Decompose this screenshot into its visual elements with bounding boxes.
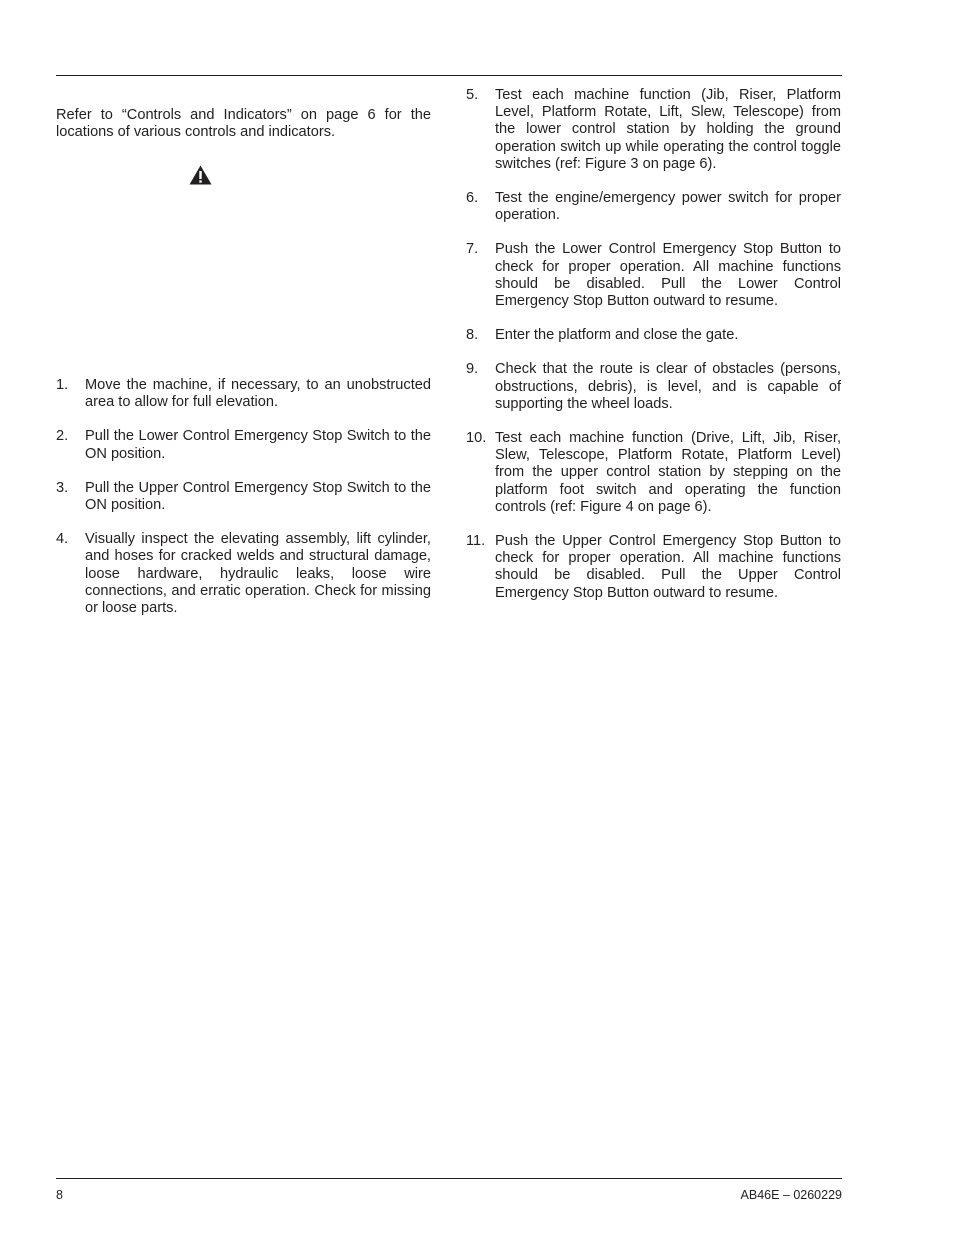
step-number: 3. (56, 479, 69, 496)
steps-list-left (56, 377, 431, 634)
step-text: Visually inspect the elevating assembly, lift cylinder, and hoses for cracked welds and structural damage, loose hardware, hydraulic leaks, loose wire connections, and erratic operation. Check for missing or loose parts. (85, 531, 431, 617)
list-item (466, 430, 841, 516)
step-text: Push the Upper Control Emergency Stop Button to check for proper operation. All machine functions should be disabled. Pull the Upper Control Emergency Stop Button outward to resume. (495, 533, 841, 601)
list-item (466, 533, 841, 602)
page-number: 8 (56, 1188, 63, 1202)
list-item (56, 428, 431, 462)
footer-rule (56, 1178, 842, 1179)
step-number: 5. (466, 87, 479, 103)
steps-list-right (466, 87, 841, 602)
step-text: Push the Lower Control Emergency Stop Button to check for proper operation. All machine functions should be disabled. Pull the Lower Control Emergency Stop Button outward to resume. (495, 241, 841, 310)
step-number: 9. (466, 361, 479, 378)
list-item (466, 87, 841, 173)
intro-paragraph: Refer to “Controls and Indicators” on page 6 for the locations of various controls and indicators. (56, 107, 431, 141)
step-number: 7. (466, 241, 479, 258)
list-item (466, 361, 841, 413)
list-item (466, 190, 841, 224)
list-item (56, 377, 431, 411)
step-number: 6. (466, 190, 479, 207)
warning-triangle-icon (189, 165, 212, 185)
step-text: Pull the Upper Control Emergency Stop Switch to the ON position. (85, 479, 431, 514)
step-number: 4. (56, 531, 69, 548)
step-text: Test the engine/emergency power switch for proper operation. (495, 190, 841, 224)
step-number: 10. (466, 430, 487, 447)
step-number: 11. (466, 533, 486, 550)
step-number: 2. (56, 428, 69, 445)
header-rule (56, 75, 842, 76)
list-item (466, 241, 841, 310)
right-column (466, 87, 841, 619)
step-text: Pull the Lower Control Emergency Stop Switch to the ON position. (85, 428, 431, 462)
step-text: Test each machine function (Jib, Riser, Platform Level, Platform Rotate, Lift, Slew, Telescope) from the lower control station by holding the ground operation switch up while operating the control toggle switches (ref: Figure 3 on page 6). (495, 87, 841, 172)
step-text: Test each machine function (Drive, Lift, Jib, Riser, Slew, Telescope, Platform Rotate, Platform Level) from the upper control station by stepping on the platform foot switch and operating the function controls (ref: Figure 4 on page 6). (495, 430, 841, 515)
step-text: Enter the platform and close the gate. (495, 327, 739, 344)
document-id: AB46E – 0260229 (740, 1188, 842, 1202)
step-number: 1. (56, 377, 69, 393)
step-text: Check that the route is clear of obstacles (persons, obstructions, debris), is level, and is capable of supporting the wheel loads. (495, 361, 841, 412)
step-text: Move the machine, if necessary, to an unobstructed area to allow for full elevation. (85, 377, 431, 411)
left-column (56, 107, 431, 617)
list-item (56, 480, 431, 514)
list-item (56, 531, 431, 617)
step-number: 8. (466, 327, 479, 344)
list-item (466, 327, 841, 344)
